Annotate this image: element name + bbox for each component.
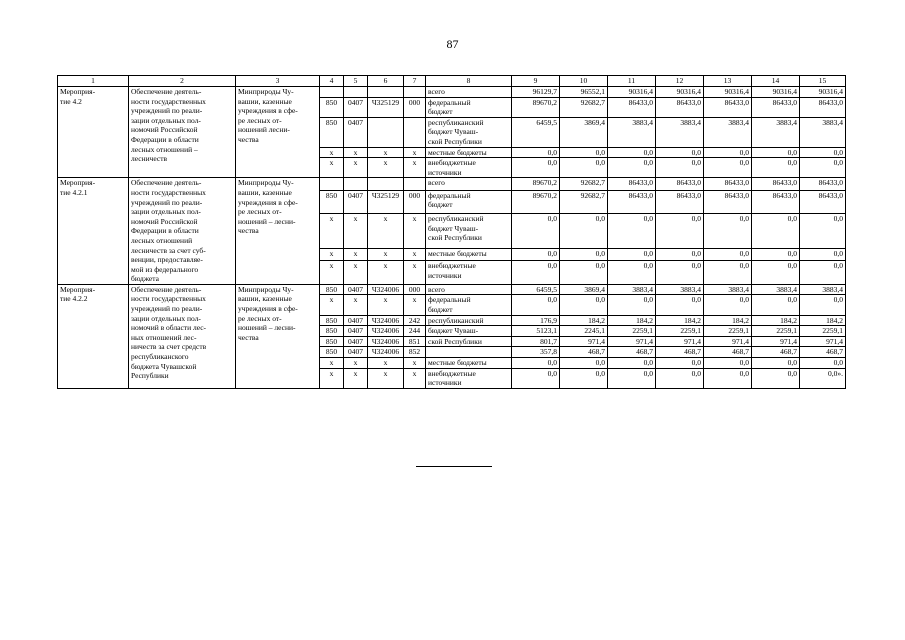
funding-source-cell: местные бюджеты — [426, 248, 512, 260]
amount-cell: 3883,4 — [704, 117, 752, 147]
event-cell: Мероприя- тие 4.2.2 — [58, 284, 129, 388]
grbs-cell: 850 — [320, 326, 344, 337]
amount-cell: 0,0 — [608, 158, 656, 178]
section-cell: 0407 — [344, 326, 368, 337]
target-article-cell — [368, 87, 404, 98]
amount-cell: 184,2 — [656, 315, 704, 326]
amount-cell: 0,0 — [704, 214, 752, 249]
amount-cell: 5123,1 — [512, 326, 560, 337]
amount-cell: 468,7 — [752, 347, 800, 358]
grbs-cell: 850 — [320, 315, 344, 326]
expense-type-cell: x — [404, 214, 426, 249]
amount-cell: 176,9 — [512, 315, 560, 326]
amount-cell: 86433,0 — [704, 178, 752, 190]
amount-cell: 184,2 — [800, 315, 846, 326]
header-cell: 3 — [236, 76, 320, 87]
amount-cell: 801,7 — [512, 336, 560, 347]
target-article-cell: x — [368, 158, 404, 178]
amount-cell: 0,0 — [560, 158, 608, 178]
target-article-cell: x — [368, 214, 404, 249]
target-article-cell: Ч325129 — [368, 190, 404, 214]
amount-cell: 86433,0 — [800, 190, 846, 214]
target-article-cell: x — [368, 248, 404, 260]
funding-source-cell: республиканский — [426, 315, 512, 326]
amount-cell: 92682,7 — [560, 97, 608, 117]
amount-cell: 0,0 — [800, 261, 846, 285]
amount-cell: 468,7 — [704, 347, 752, 358]
amount-cell: 0,0 — [560, 248, 608, 260]
amount-cell: 89670,2 — [512, 178, 560, 190]
amount-cell: 0,0 — [656, 147, 704, 158]
amount-cell: 184,2 — [752, 315, 800, 326]
funding-source-cell: федеральный бюджет — [426, 97, 512, 117]
grbs-cell: x — [320, 295, 344, 315]
footer-divider — [416, 466, 492, 467]
grbs-cell: x — [320, 158, 344, 178]
expense-type-cell: 851 — [404, 336, 426, 347]
target-article-cell: Ч324006 — [368, 284, 404, 295]
table-row — [58, 284, 846, 295]
funding-source-cell: внебюджетные источники — [426, 261, 512, 285]
amount-cell: 3883,4 — [608, 284, 656, 295]
target-article-cell: Ч324006 — [368, 326, 404, 337]
executor-cell: Минприроды Чу- вашии, казенные учреждения в сфе- ре лесных от- ношений – лесни- чества — [236, 284, 320, 388]
amount-cell: 0,0 — [800, 158, 846, 178]
grbs-cell: 850 — [320, 336, 344, 347]
section-cell: 0407 — [344, 284, 368, 295]
amount-cell: 0,0 — [512, 261, 560, 285]
amount-cell: 0,0 — [800, 248, 846, 260]
header-cell: 1 — [58, 76, 129, 87]
amount-cell: 0,0 — [752, 248, 800, 260]
header-cell: 12 — [656, 76, 704, 87]
funding-source-cell: внебюджетные источники — [426, 158, 512, 178]
funding-source-cell: республиканский бюджет Чуваш- ской Республики — [426, 117, 512, 147]
amount-cell: 0,0 — [656, 261, 704, 285]
description-cell: Обеспечение деятель- ности государственных учреждений по реали- зации отдельных пол- номочий в области лес- ных отношений лес- ничеств за счет средств республиканского бюджета Чувашской Республики — [129, 284, 236, 388]
target-article-cell: Ч325129 — [368, 97, 404, 117]
amount-cell: 0,0 — [608, 248, 656, 260]
header-row — [58, 76, 846, 87]
amount-cell: 0,0 — [512, 248, 560, 260]
expense-type-cell: 000 — [404, 284, 426, 295]
section-cell: 0407 — [344, 315, 368, 326]
amount-cell: 971,4 — [752, 336, 800, 347]
amount-cell: 0,0 — [560, 295, 608, 315]
amount-cell: 3883,4 — [752, 117, 800, 147]
amount-cell: 6459,5 — [512, 117, 560, 147]
expense-type-cell: x — [404, 295, 426, 315]
expense-type-cell: x — [404, 248, 426, 260]
expense-type-cell: x — [404, 368, 426, 388]
header-cell: 11 — [608, 76, 656, 87]
amount-cell: 0,0 — [800, 147, 846, 158]
amount-cell: 0,0 — [560, 358, 608, 369]
amount-cell: 86433,0 — [656, 97, 704, 117]
header-cell: 13 — [704, 76, 752, 87]
target-article-cell: x — [368, 147, 404, 158]
funding-source-cell: всего — [426, 87, 512, 98]
section-cell: x — [344, 158, 368, 178]
amount-cell: 90316,4 — [800, 87, 846, 98]
amount-cell: 0,0 — [752, 147, 800, 158]
amount-cell: 0,0 — [704, 248, 752, 260]
amount-cell: 86433,0 — [704, 190, 752, 214]
amount-cell: 86433,0 — [656, 190, 704, 214]
amount-cell: 184,2 — [608, 315, 656, 326]
funding-source-cell — [426, 347, 512, 358]
amount-cell: 971,4 — [800, 336, 846, 347]
amount-cell: 0,0 — [608, 214, 656, 249]
amount-cell: 971,4 — [704, 336, 752, 347]
amount-cell: 3883,4 — [656, 284, 704, 295]
section-cell: x — [344, 261, 368, 285]
expense-type-cell: 000 — [404, 190, 426, 214]
amount-cell: 184,2 — [704, 315, 752, 326]
amount-cell: 0,0 — [512, 368, 560, 388]
target-article-cell: Ч324006 — [368, 347, 404, 358]
amount-cell: 86433,0 — [608, 178, 656, 190]
amount-cell: 92682,7 — [560, 178, 608, 190]
grbs-cell: x — [320, 248, 344, 260]
expense-type-cell: x — [404, 147, 426, 158]
expense-type-cell: 244 — [404, 326, 426, 337]
amount-cell: 0,0 — [656, 368, 704, 388]
section-cell: x — [344, 214, 368, 249]
expense-type-cell: 242 — [404, 315, 426, 326]
amount-cell: 0,0 — [608, 358, 656, 369]
amount-cell: 90316,4 — [704, 87, 752, 98]
amount-cell: 0,0 — [704, 295, 752, 315]
amount-cell: 86433,0 — [656, 178, 704, 190]
expense-type-cell — [404, 178, 426, 190]
amount-cell: 6459,5 — [512, 284, 560, 295]
expense-type-cell: x — [404, 158, 426, 178]
section-cell: x — [344, 147, 368, 158]
section-cell: 0407 — [344, 117, 368, 147]
funding-source-cell: всего — [426, 178, 512, 190]
description-cell: Обеспечение деятель- ности государственных учреждений по реали- зации отдельных пол- номочий Российской Федерации в области лесных отношений – лесничеств — [129, 87, 236, 178]
amount-cell: 0,0 — [800, 214, 846, 249]
section-cell — [344, 178, 368, 190]
amount-cell: 0,0 — [512, 358, 560, 369]
header-cell: 15 — [800, 76, 846, 87]
amount-cell: 2259,1 — [752, 326, 800, 337]
amount-cell: 92682,7 — [560, 190, 608, 214]
amount-cell: 0,0 — [656, 358, 704, 369]
amount-cell: 2245,1 — [560, 326, 608, 337]
section-cell: 0407 — [344, 97, 368, 117]
amount-cell: 357,8 — [512, 347, 560, 358]
section-cell: 0407 — [344, 347, 368, 358]
section-cell — [344, 87, 368, 98]
amount-cell: 0,0 — [704, 147, 752, 158]
page-number: 87 — [446, 37, 459, 51]
amount-cell: 0,0 — [512, 295, 560, 315]
header-cell: 8 — [426, 76, 512, 87]
amount-cell: 468,7 — [800, 347, 846, 358]
amount-cell: 2259,1 — [656, 326, 704, 337]
funding-source-cell: ской Республики — [426, 336, 512, 347]
amount-cell: 89670,2 — [512, 97, 560, 117]
amount-cell: 0,0». — [800, 368, 846, 388]
grbs-cell: 850 — [320, 284, 344, 295]
amount-cell: 0,0 — [512, 214, 560, 249]
section-cell: x — [344, 358, 368, 369]
grbs-cell: x — [320, 147, 344, 158]
amount-cell: 971,4 — [656, 336, 704, 347]
funding-source-cell: местные бюджеты — [426, 147, 512, 158]
amount-cell: 468,7 — [608, 347, 656, 358]
executor-cell: Минприроды Чу- вашии, казенные учреждения в сфе- ре лесных от- ношений лесни- чества — [236, 87, 320, 178]
table-body — [58, 76, 846, 389]
target-article-cell — [368, 178, 404, 190]
target-article-cell: x — [368, 261, 404, 285]
grbs-cell: x — [320, 368, 344, 388]
funding-source-cell: местные бюджеты — [426, 358, 512, 369]
amount-cell: 0,0 — [656, 214, 704, 249]
target-article-cell: Ч324006 — [368, 315, 404, 326]
amount-cell: 2259,1 — [704, 326, 752, 337]
amount-cell: 0,0 — [656, 295, 704, 315]
amount-cell: 3883,4 — [752, 284, 800, 295]
amount-cell: 0,0 — [656, 158, 704, 178]
amount-cell: 86433,0 — [800, 178, 846, 190]
expense-type-cell: 852 — [404, 347, 426, 358]
amount-cell: 0,0 — [560, 214, 608, 249]
header-cell: 4 — [320, 76, 344, 87]
amount-cell: 0,0 — [608, 261, 656, 285]
funding-source-cell: федеральный бюджет — [426, 295, 512, 315]
target-article-cell: Ч324006 — [368, 336, 404, 347]
amount-cell: 2259,1 — [800, 326, 846, 337]
amount-cell: 3883,4 — [656, 117, 704, 147]
amount-cell: 0,0 — [560, 147, 608, 158]
amount-cell: 0,0 — [752, 368, 800, 388]
amount-cell: 0,0 — [560, 261, 608, 285]
amount-cell: 0,0 — [704, 368, 752, 388]
amount-cell: 3869,4 — [560, 117, 608, 147]
grbs-cell: 850 — [320, 97, 344, 117]
header-cell: 6 — [368, 76, 404, 87]
amount-cell: 0,0 — [800, 295, 846, 315]
event-cell: Мероприя- тие 4.2 — [58, 87, 129, 178]
amount-cell: 468,7 — [656, 347, 704, 358]
amount-cell: 96129,7 — [512, 87, 560, 98]
header-cell: 14 — [752, 76, 800, 87]
amount-cell: 86433,0 — [800, 97, 846, 117]
header-cell: 9 — [512, 76, 560, 87]
expense-type-cell — [404, 87, 426, 98]
amount-cell: 96552,1 — [560, 87, 608, 98]
grbs-cell: 850 — [320, 190, 344, 214]
expense-type-cell: x — [404, 358, 426, 369]
header-cell: 5 — [344, 76, 368, 87]
header-cell: 10 — [560, 76, 608, 87]
event-cell: Мероприя- тие 4.2.1 — [58, 178, 129, 285]
target-article-cell: x — [368, 295, 404, 315]
amount-cell: 0,0 — [800, 358, 846, 369]
grbs-cell: x — [320, 261, 344, 285]
amount-cell: 86433,0 — [704, 97, 752, 117]
amount-cell: 3883,4 — [800, 284, 846, 295]
header-cell: 2 — [129, 76, 236, 87]
amount-cell: 0,0 — [560, 368, 608, 388]
amount-cell: 0,0 — [608, 368, 656, 388]
funding-source-cell: бюджет Чуваш- — [426, 326, 512, 337]
amount-cell: 0,0 — [752, 295, 800, 315]
description-cell: Обеспечение деятель- ности государственных учреждений по реали- зации отдельных пол- номочий Российской Федерации в области лесных отношений лесничеств за счет суб- венции, предоставляе- мой из федерального бюджета — [129, 178, 236, 285]
amount-cell: 90316,4 — [656, 87, 704, 98]
grbs-cell: 850 — [320, 347, 344, 358]
amount-cell: 3883,4 — [800, 117, 846, 147]
section-cell: 0407 — [344, 190, 368, 214]
amount-cell: 86433,0 — [752, 190, 800, 214]
amount-cell: 468,7 — [560, 347, 608, 358]
amount-cell: 86433,0 — [752, 97, 800, 117]
executor-cell: Минприроды Чу- вашии, казенные учреждения в сфе- ре лесных от- ношений – лесни- чества — [236, 178, 320, 285]
target-article-cell — [368, 117, 404, 147]
funding-table — [57, 75, 846, 389]
amount-cell: 86433,0 — [752, 178, 800, 190]
amount-cell: 0,0 — [512, 147, 560, 158]
grbs-cell — [320, 87, 344, 98]
amount-cell: 0,0 — [752, 261, 800, 285]
amount-cell: 0,0 — [704, 358, 752, 369]
amount-cell: 3883,4 — [704, 284, 752, 295]
grbs-cell — [320, 178, 344, 190]
amount-cell: 971,4 — [560, 336, 608, 347]
amount-cell: 0,0 — [704, 261, 752, 285]
grbs-cell: x — [320, 214, 344, 249]
funding-source-cell: внебюджетные источники — [426, 368, 512, 388]
grbs-cell: 850 — [320, 117, 344, 147]
target-article-cell: x — [368, 358, 404, 369]
amount-cell: 0,0 — [512, 158, 560, 178]
amount-cell: 3869,4 — [560, 284, 608, 295]
amount-cell: 0,0 — [752, 358, 800, 369]
section-cell: x — [344, 295, 368, 315]
expense-type-cell: 000 — [404, 97, 426, 117]
expense-type-cell — [404, 117, 426, 147]
amount-cell: 0,0 — [752, 158, 800, 178]
amount-cell: 184,2 — [560, 315, 608, 326]
amount-cell: 2259,1 — [608, 326, 656, 337]
amount-cell: 86433,0 — [608, 97, 656, 117]
amount-cell: 90316,4 — [752, 87, 800, 98]
table-row — [58, 87, 846, 98]
expense-type-cell: x — [404, 261, 426, 285]
amount-cell: 3883,4 — [608, 117, 656, 147]
section-cell: x — [344, 248, 368, 260]
amount-cell: 0,0 — [752, 214, 800, 249]
amount-cell: 90316,4 — [608, 87, 656, 98]
amount-cell: 971,4 — [608, 336, 656, 347]
section-cell: 0407 — [344, 336, 368, 347]
amount-cell: 86433,0 — [608, 190, 656, 214]
grbs-cell: x — [320, 358, 344, 369]
funding-source-cell: республиканский бюджет Чуваш- ской Республики — [426, 214, 512, 249]
funding-source-cell: федеральный бюджет — [426, 190, 512, 214]
amount-cell: 0,0 — [608, 295, 656, 315]
header-cell: 7 — [404, 76, 426, 87]
section-cell: x — [344, 368, 368, 388]
amount-cell: 0,0 — [608, 147, 656, 158]
table-row — [58, 178, 846, 190]
amount-cell: 0,0 — [656, 248, 704, 260]
target-article-cell: x — [368, 368, 404, 388]
funding-source-cell: всего — [426, 284, 512, 295]
amount-cell: 89670,2 — [512, 190, 560, 214]
amount-cell: 0,0 — [704, 158, 752, 178]
